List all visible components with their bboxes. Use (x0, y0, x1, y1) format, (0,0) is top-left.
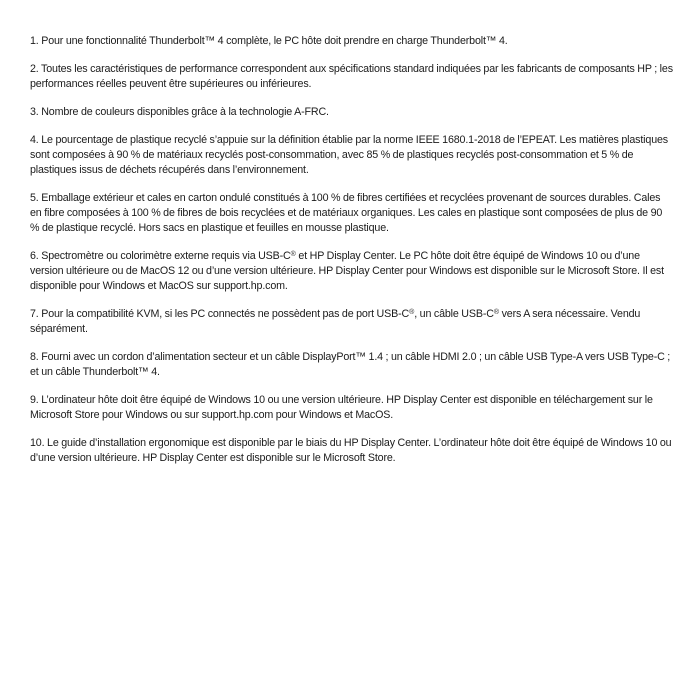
footnote-item-5: 5. Emballage extérieur et cales en carton ondulé constitués à 100 % de fibres certifiées et recyclées provenant de sources durables. Cales en fibre composées à 100 % de fibres de bois recyclées et de matériaux organiques. Les cales en plastique sont composées de plus de 90 % de plastique recyclé. Hors sacs en plastique et feuilles en mousse plastique. (30, 192, 663, 234)
footnote-item-8: 8. Fourni avec un cordon d’alimentation secteur et un câble DisplayPort™ 1.4 ; un câble HDMI 2.0 ; un câble USB Type-A vers USB Type-C ; et un câble Thunderbolt™ 4. (30, 351, 671, 378)
footnote-item-3: 3. Nombre de couleurs disponibles grâce à la technologie A-FRC. (30, 106, 329, 118)
footnote-item-7: 7. Pour la compatibilité KVM, si les PC connectés ne possèdent pas de port USB-C®, un câble USB-C® vers A sera nécessaire. Vendu séparément. (30, 308, 641, 335)
footnote-item-1: 1. Pour une fonctionnalité Thunderbolt™ 4 complète, le PC hôte doit prendre en charge Thunderbolt™ 4. (30, 35, 508, 47)
footnote-item-6: 6. Spectromètre ou colorimètre externe requis via USB-C® et HP Display Center. Le PC hôte doit être équipé de Windows 10 ou d’une version ultérieure ou de MacOS 12 ou d’une version ultérieure. HP Display Center pour Windows est disponible sur le Microsoft Store. Il est disponible pour Windows et MacOS sur support.hp.com. (30, 250, 664, 292)
footnote-item-2: 2. Toutes les caractéristiques de performance correspondent aux spécifications standard indiquées par les fabricants de composants HP ; les performances réelles peuvent être supérieures ou inférieures. (30, 63, 673, 90)
footnote-item-4: 4. Le pourcentage de plastique recyclé s’appuie sur la définition établie par la norme IEEE 1680.1-2018 de l’EPEAT. Les matières plastiques sont composées à 90 % de matériaux recyclés post-consommation, avec 85 % de plastiques recyclés post-consommation et 5 % de plastiques issus de déchets récupérés dans l’environnement. (30, 134, 668, 176)
footnote-item-10: 10. Le guide d’installation ergonomique est disponible par le biais du HP Display Center. L’ordinateur hôte doit être équipé de Windows 10 ou d’une version ultérieure. HP Display Center est disponible sur le Microsoft Store. (30, 437, 672, 464)
footnote-item-9: 9. L’ordinateur hôte doit être équipé de Windows 10 ou une version ultérieure. HP Display Center est disponible en téléchargement sur le Microsoft Store pour Windows ou sur support.hp.com pour Windows et MacOS. (30, 394, 653, 421)
